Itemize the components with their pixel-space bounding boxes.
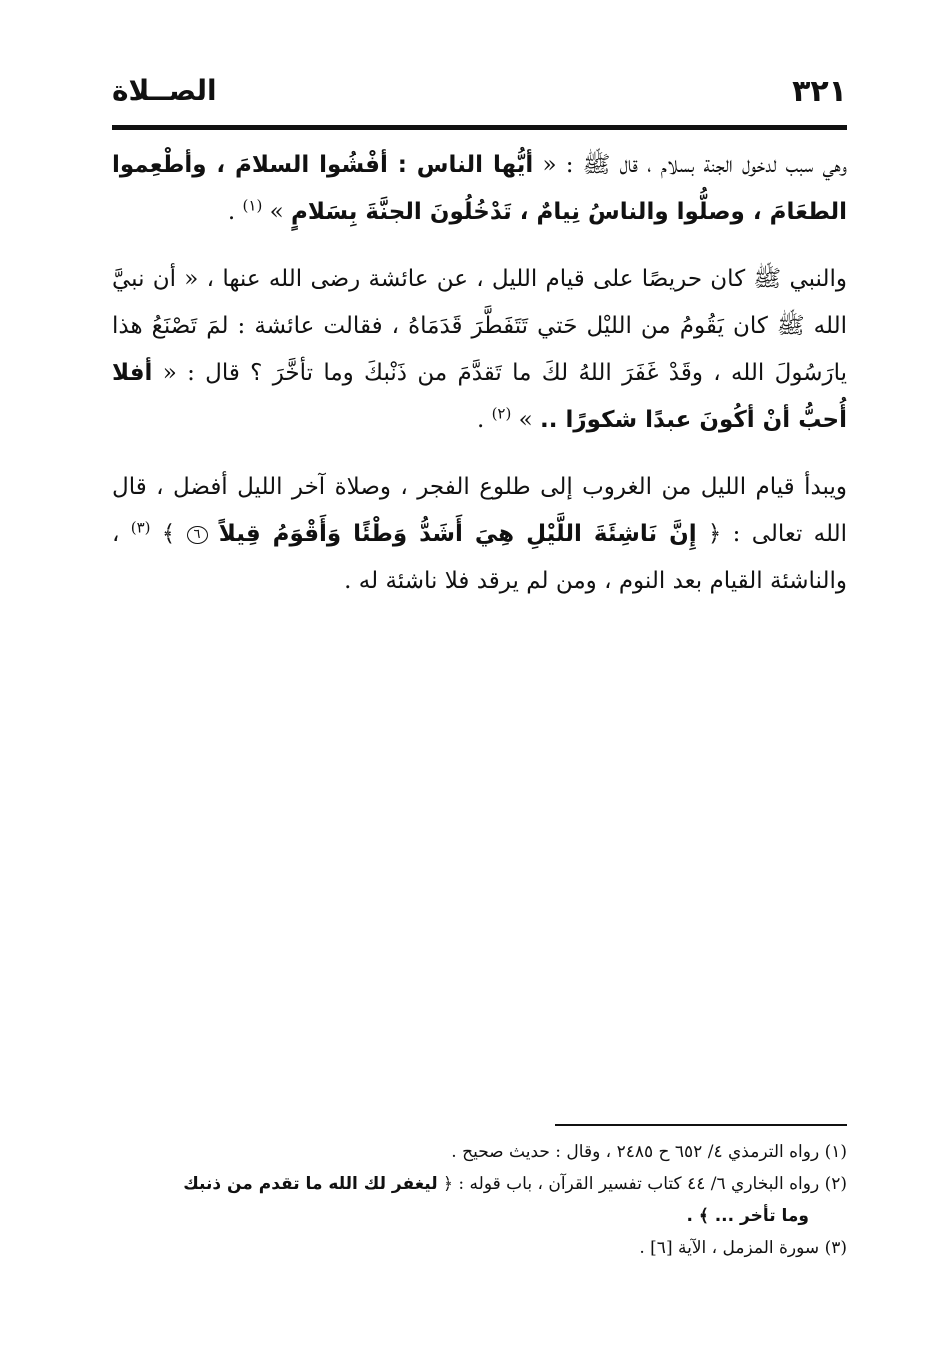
paragraph-1	[112, 142, 847, 236]
paragraph-3-end: ، والناشئة القيام بعد النوم ، ومن لم يرقد فلا ناشئة له .	[112, 521, 847, 594]
hadith-text-2: أفلا أُحبُّ أنْ أكُونَ عبدًا شكورًا ..	[112, 360, 847, 433]
header-rule	[112, 125, 847, 130]
page-header	[112, 70, 847, 114]
footnote-2-text: (٢) رواه البخاري ٦/ ٤٤ كتاب تفسير القرآن ، باب قوله : ﴿	[437, 1174, 847, 1194]
footnote-2-continuation	[112, 1200, 847, 1232]
paragraph-3-text: ويبدأ قيام الليل من الغروب إلى طلوع الفجر ، وصلاة آخر الليل أفضل ، قال الله تعالى : ﴿	[112, 474, 847, 547]
paragraph-2	[112, 256, 847, 444]
paragraph-1-intro: وهي سبب لدخول الجنة بسلام ، قال ﷺ : «	[533, 152, 848, 178]
verse-close: ﴾	[161, 521, 187, 547]
quote-close-1: »	[269, 199, 292, 225]
footnote-1: (١) رواه الترمذي ٤/ ٦٥٢ ح ٢٤٨٥ ، وقال : حديث صحيح .	[451, 1142, 847, 1162]
quran-verse: إِنَّ نَاشِئَةَ اللَّيْلِ هِيَ أَشَدُّ وَطْئًا وَأَقْوَمُ قِيلاً	[218, 521, 697, 547]
footnote-rule	[555, 1124, 847, 1126]
footnote-3: (٣) سورة المزمل ، الآية [٦] .	[639, 1238, 847, 1258]
hadith-text-1: أيُّها الناس : أفْشُوا السلامَ ، وأطْعِموا الطعَامَ ، وصلُّوا والناسُ نِيامٌ ، تَدْخُلُونَ الجنَّةَ بِسَلامٍ	[112, 152, 847, 225]
paragraph-3	[112, 464, 847, 605]
footnote-2-verse: ليغفر لك الله ما تقدم من ذنبك	[183, 1174, 438, 1194]
ayah-number-marker: ٦	[187, 526, 208, 544]
paragraph-1-end: .	[227, 199, 243, 225]
footnote-marker-2: (٢)	[491, 404, 512, 423]
footnote-marker-1: (١)	[242, 196, 263, 215]
footnote-marker-3: (٣)	[130, 518, 151, 537]
paragraph-2-text: والنبي ﷺ كان حريصًا على قيام الليل ، عن عائشة رضى الله عنها ، « أن نبيَّ الله ﷺ كان يَقُومُ من الليْل حَتي تَتَفَطَّرَ قَدَمَاهُ ، فقالت عائشة : لمَ تَصْنَعُ هذا يارَسُولَ الله ، وقَدْ غَفَرَ اللهُ لكَ ما تَقدَّمَ من ذَنْبكَ وما تأخَّرَ ؟ قال : «	[112, 266, 847, 386]
page-number: ٣٢١	[792, 74, 847, 109]
main-text	[112, 142, 847, 625]
running-title: الصــلاة	[112, 74, 217, 107]
paragraph-2-end: .	[476, 407, 492, 433]
footnotes	[112, 1136, 847, 1264]
quote-close-2: »	[518, 407, 541, 433]
footnote-2-verse-cont: وما تأخر ... ﴾ .	[686, 1206, 809, 1226]
footnote-2	[112, 1168, 847, 1200]
